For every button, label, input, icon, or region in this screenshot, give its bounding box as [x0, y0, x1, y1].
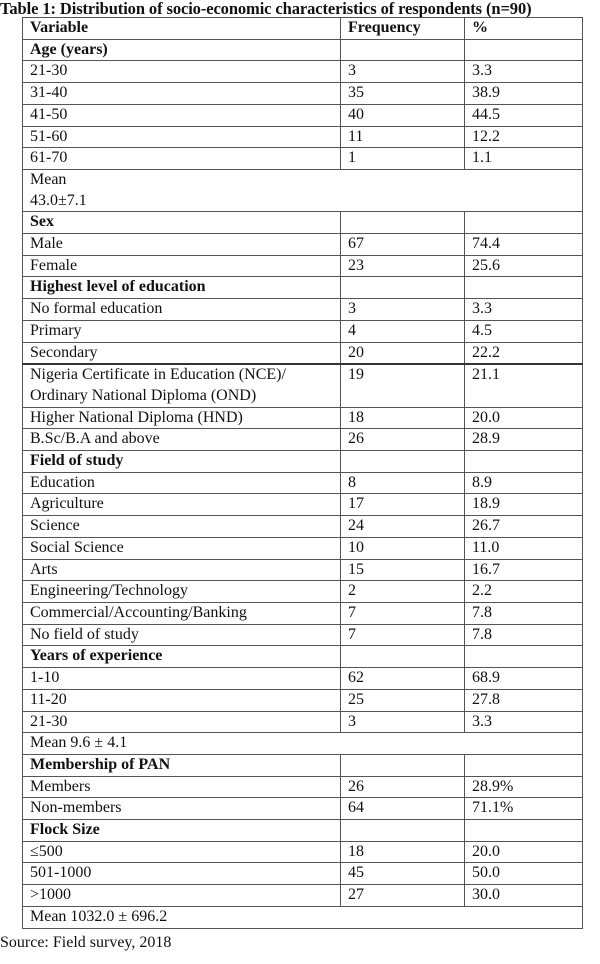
empty-cell — [341, 754, 465, 776]
row-frequency: 11 — [341, 126, 465, 148]
table-row — [23, 602, 583, 624]
row-percent: 8.9 — [465, 472, 583, 494]
row-label — [23, 364, 341, 407]
table-row — [23, 537, 583, 559]
row-frequency: 15 — [341, 559, 465, 581]
row-frequency: 7 — [341, 602, 465, 624]
row-label: Higher National Diploma (HND) — [23, 407, 341, 429]
empty-cell — [341, 820, 465, 842]
row-percent: 25.6 — [465, 255, 583, 277]
row-percent: 20.0 — [465, 841, 583, 863]
table-row — [23, 516, 583, 538]
row-percent: 50.0 — [465, 863, 583, 885]
table-row — [23, 429, 583, 451]
table-title: Table 1: Distribution of socio-economic characteristics of respondents (n=90) — [0, 0, 532, 18]
row-percent: 26.7 — [465, 516, 583, 538]
row-percent: 68.9 — [465, 668, 583, 690]
row-frequency: 3 — [341, 299, 465, 321]
row-percent: 2.2 — [465, 581, 583, 603]
row-frequency: 23 — [341, 255, 465, 277]
table-row — [23, 689, 583, 711]
row-frequency: 1 — [341, 148, 465, 170]
section-heading: Flock Size — [23, 820, 341, 842]
row-label: B.Sc/B.A and above — [23, 429, 341, 451]
row-label-line2: Ordinary National Diploma (OND) — [30, 386, 257, 404]
characteristics-table — [22, 17, 583, 929]
row-frequency: 35 — [341, 83, 465, 105]
table-row — [23, 494, 583, 516]
table-row — [23, 320, 583, 342]
row-percent: 44.5 — [465, 104, 583, 126]
table-row — [23, 559, 583, 581]
header-frequency: Frequency — [341, 18, 465, 40]
row-label: 51-60 — [23, 126, 341, 148]
table-row — [23, 798, 583, 820]
empty-cell — [341, 451, 465, 473]
row-label: 21-30 — [23, 61, 341, 83]
table-row — [23, 126, 583, 148]
row-label: ≤500 — [23, 841, 341, 863]
row-frequency: 3 — [341, 61, 465, 83]
empty-cell — [465, 451, 583, 473]
row-label: 501-1000 — [23, 863, 341, 885]
mean-row — [23, 169, 583, 211]
row-frequency: 10 — [341, 537, 465, 559]
table-row — [23, 83, 583, 105]
row-label: Education — [23, 472, 341, 494]
section-heading: Membership of PAN — [23, 754, 341, 776]
table-row — [23, 885, 583, 907]
section-heading-row — [23, 212, 583, 234]
table-row — [23, 668, 583, 690]
row-label: Arts — [23, 559, 341, 581]
row-label: Female — [23, 255, 341, 277]
row-percent: 28.9 — [465, 429, 583, 451]
row-label: >1000 — [23, 885, 341, 907]
table-row — [23, 255, 583, 277]
row-percent: 4.5 — [465, 320, 583, 342]
row-percent: 20.0 — [465, 407, 583, 429]
table-row — [23, 342, 583, 364]
row-frequency: 17 — [341, 494, 465, 516]
row-percent: 3.3 — [465, 299, 583, 321]
row-percent: 27.8 — [465, 689, 583, 711]
row-label: 1-10 — [23, 668, 341, 690]
section-heading: Sex — [23, 212, 341, 234]
table-header-row — [23, 18, 583, 40]
row-label: Secondary — [23, 342, 341, 364]
section-heading-row — [23, 754, 583, 776]
row-label: Members — [23, 776, 341, 798]
row-label: 41-50 — [23, 104, 341, 126]
table-row — [23, 472, 583, 494]
row-label: Non-members — [23, 798, 341, 820]
table-row — [23, 863, 583, 885]
row-percent: 71.1% — [465, 798, 583, 820]
row-label-line1: Nigeria Certificate in Education (NCE)/ — [30, 366, 286, 384]
row-percent: 16.7 — [465, 559, 583, 581]
row-frequency: 7 — [341, 624, 465, 646]
row-percent: 18.9 — [465, 494, 583, 516]
section-heading: Years of experience — [23, 646, 341, 668]
source-note: Source: Field survey, 2018 — [0, 934, 172, 951]
section-heading-row — [23, 646, 583, 668]
table-row — [23, 711, 583, 733]
section-heading: Age (years) — [23, 39, 341, 61]
header-variable: Variable — [23, 18, 341, 40]
empty-cell — [341, 277, 465, 299]
row-frequency: 26 — [341, 429, 465, 451]
table-row — [23, 61, 583, 83]
mean-cell — [23, 169, 583, 211]
mean-cell: Mean 1032.0 ± 696.2 — [23, 906, 583, 928]
row-frequency: 27 — [341, 885, 465, 907]
row-label: Primary — [23, 320, 341, 342]
table-row — [23, 841, 583, 863]
row-label: Agriculture — [23, 494, 341, 516]
table-row — [23, 624, 583, 646]
row-label: Male — [23, 234, 341, 256]
mean-value: 43.0±7.1 — [30, 191, 87, 209]
row-percent: 21.1 — [465, 364, 583, 407]
row-percent: 7.8 — [465, 602, 583, 624]
row-label: Science — [23, 516, 341, 538]
row-frequency: 3 — [341, 711, 465, 733]
table-row — [23, 581, 583, 603]
row-frequency: 40 — [341, 104, 465, 126]
row-label: No formal education — [23, 299, 341, 321]
row-frequency: 2 — [341, 581, 465, 603]
mean-cell: Mean 9.6 ± 4.1 — [23, 733, 583, 755]
row-label: 11-20 — [23, 689, 341, 711]
section-heading-row — [23, 451, 583, 473]
section-heading-row — [23, 820, 583, 842]
row-frequency: 19 — [341, 364, 465, 407]
row-frequency: 64 — [341, 798, 465, 820]
row-label: 61-70 — [23, 148, 341, 170]
table-row — [23, 148, 583, 170]
empty-cell — [341, 212, 465, 234]
table-row — [23, 234, 583, 256]
row-label: Social Science — [23, 537, 341, 559]
empty-cell — [465, 820, 583, 842]
empty-cell — [341, 646, 465, 668]
mean-row — [23, 906, 583, 928]
empty-cell — [465, 212, 583, 234]
row-percent: 3.3 — [465, 61, 583, 83]
row-percent: 12.2 — [465, 126, 583, 148]
table-row — [23, 407, 583, 429]
row-frequency: 25 — [341, 689, 465, 711]
row-frequency: 62 — [341, 668, 465, 690]
row-percent: 74.4 — [465, 234, 583, 256]
row-label: 21-30 — [23, 711, 341, 733]
row-label: No field of study — [23, 624, 341, 646]
empty-cell — [465, 754, 583, 776]
row-percent: 28.9% — [465, 776, 583, 798]
section-heading-row — [23, 39, 583, 61]
section-heading: Field of study — [23, 451, 341, 473]
row-label: Commercial/Accounting/Banking — [23, 602, 341, 624]
row-percent: 7.8 — [465, 624, 583, 646]
row-frequency: 18 — [341, 841, 465, 863]
row-percent: 22.2 — [465, 342, 583, 364]
table-row — [23, 104, 583, 126]
row-frequency: 45 — [341, 863, 465, 885]
row-frequency: 24 — [341, 516, 465, 538]
table-row — [23, 364, 583, 407]
row-percent: 38.9 — [465, 83, 583, 105]
row-percent: 3.3 — [465, 711, 583, 733]
row-frequency: 18 — [341, 407, 465, 429]
empty-cell — [465, 39, 583, 61]
row-frequency: 26 — [341, 776, 465, 798]
row-label: Engineering/Technology — [23, 581, 341, 603]
row-percent: 11.0 — [465, 537, 583, 559]
row-frequency: 4 — [341, 320, 465, 342]
empty-cell — [465, 646, 583, 668]
section-heading-row — [23, 277, 583, 299]
table-row — [23, 776, 583, 798]
header-percent: % — [465, 18, 583, 40]
empty-cell — [465, 277, 583, 299]
row-label: 31-40 — [23, 83, 341, 105]
empty-cell — [341, 39, 465, 61]
row-percent: 30.0 — [465, 885, 583, 907]
row-frequency: 67 — [341, 234, 465, 256]
row-frequency: 20 — [341, 342, 465, 364]
row-percent: 1.1 — [465, 148, 583, 170]
row-frequency: 8 — [341, 472, 465, 494]
section-heading: Highest level of education — [23, 277, 341, 299]
mean-label: Mean — [30, 170, 67, 188]
mean-row — [23, 733, 583, 755]
table-row — [23, 299, 583, 321]
